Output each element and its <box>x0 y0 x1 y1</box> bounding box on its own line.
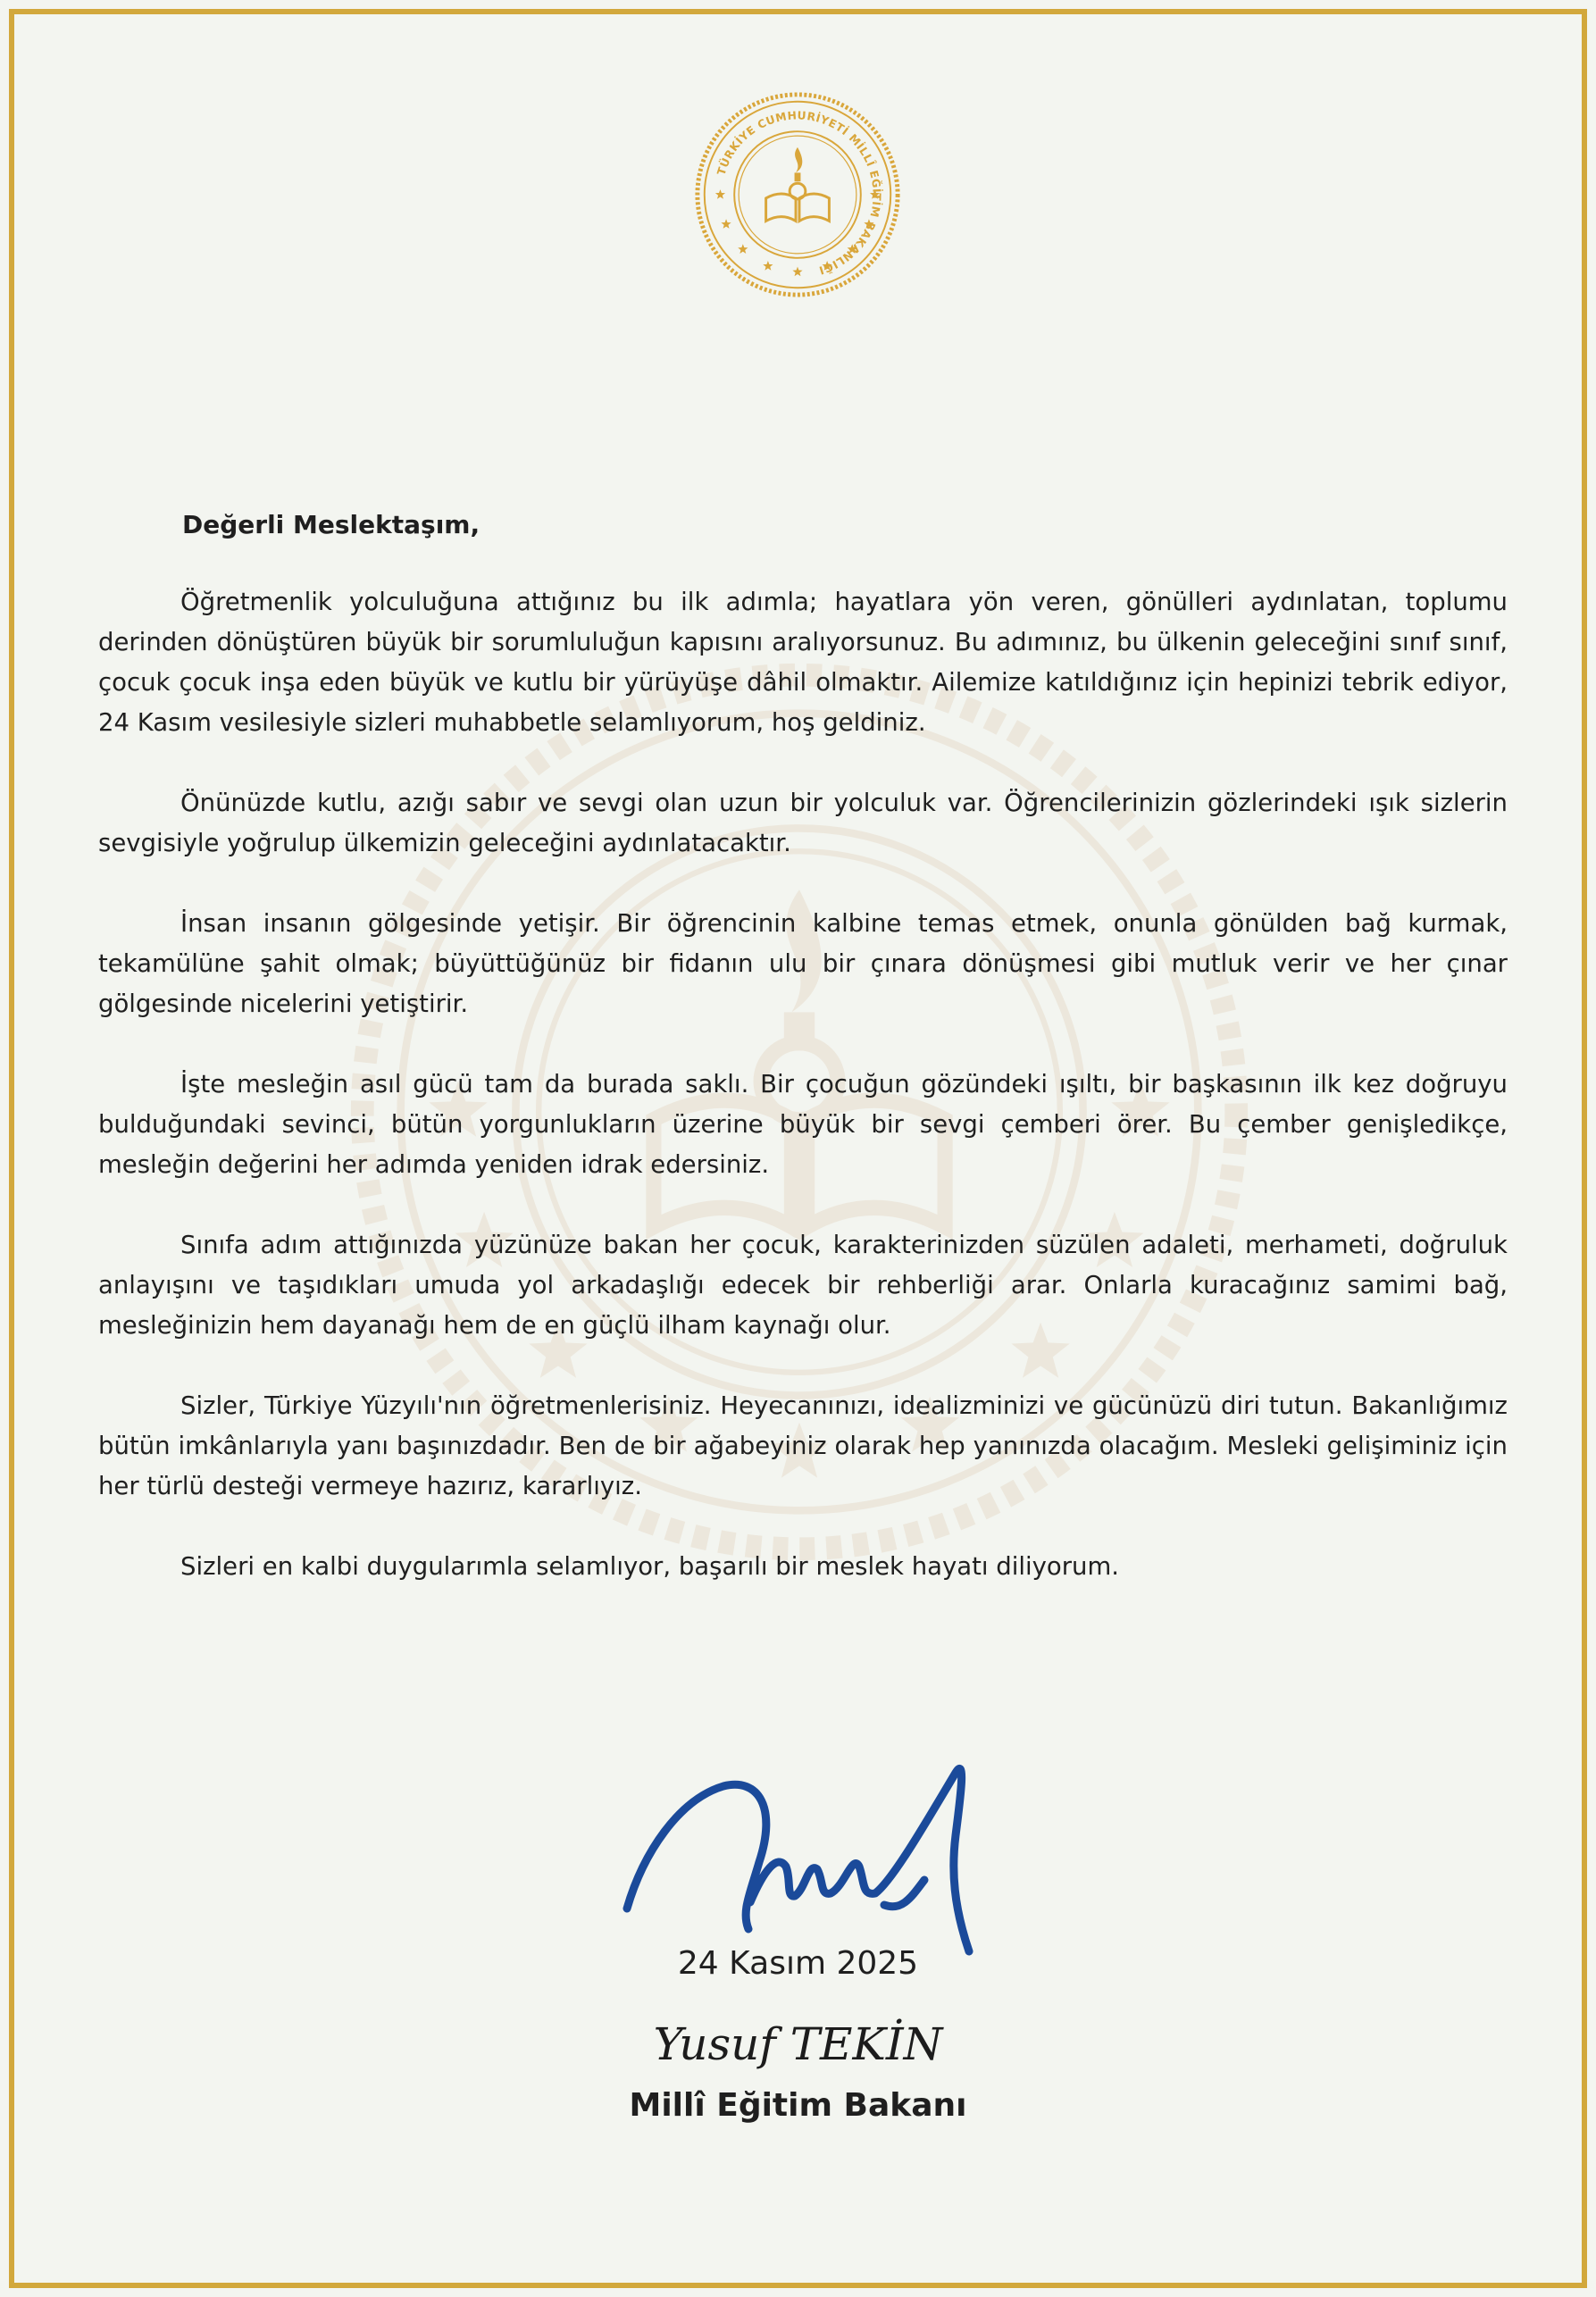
seal-star-icon <box>715 189 725 199</box>
handwritten-signature-icon <box>616 1746 991 1960</box>
paragraph-5: Sınıfa adım attığınızda yüzünüze bakan her çocuk, karakterinizden süzülen adaleti, merhameti, doğruluk anlayışını ve taşıdıkları umuda yol arkadaşlığı edecek bir rehberliği arar. Onlarla kuracağınız samimi bağ, mesleğinizin hem dayanağı hem de en güçlü ilham kaynağı olur. <box>98 1231 1508 1340</box>
salutation: Değerli Meslektaşım, <box>182 510 480 539</box>
svg-text:TÜRKİYE CUMHURİYETİ MİLLÎ EĞİT <box>714 109 883 277</box>
seal-star-icon <box>738 244 748 254</box>
signer-name: Yusuf TEKİN <box>653 2018 943 2070</box>
seal-star-icon <box>721 219 731 229</box>
letter-date: 24 Kasım 2025 <box>677 1945 919 1982</box>
paragraph-6: Sizler, Türkiye Yüzyılı'nın öğretmenlerisiniz. Heyecanınızı, idealizminizi ve gücünüzü diri tutun. Bakanlığımız bütün imkânlarıyla yanı başınızdadır. Ben de bir ağabeyiniz olarak hep yanınızda olacağım. Mesleki gelişiminiz için her türlü desteği vermeye hazırız, kararlıyız. <box>98 1391 1508 1500</box>
seal-ring-text: TÜRKİYE CUMHURİYETİ MİLLÎ EĞİTİM BAKANLIĞI <box>714 109 883 277</box>
seal-star-icon <box>763 261 773 271</box>
signer-title: Millî Eğitim Bakanı <box>629 2087 967 2124</box>
paragraph-3: İnsan insanın gölgesinde yetişir. Bir öğrencinin kalbine temas etmek, onunla gönülden bağ kurmak, tekamülüne şahit olmak; büyüttüğünüz bir fidanın ulu bir çınara dönüşmesi gibi mutluk verir ve her çınar gölgesinde nicelerini yetiştirir. <box>98 909 1508 1018</box>
paragraph-2: Önünüzde kutlu, azığı sabır ve sevgi olan uzun bir yolculuk var. Öğrencilerinizin gözlerindeki ışık sizlerin sevgisiyle yoğrulup ülkemizin geleceğini aydınlatacaktır. <box>98 789 1508 857</box>
paragraph-4: İşte mesleğin asıl gücü tam da burada saklı. Bir çocuğun gözündeki ışıltı, bir başkasının ilk kez doğruyu bulduğundaki sevinci, bütün yorgunlukların üzerine büyük bir sevgi çemberi örer. Bu çember genişledikçe, mesleğin değerini her adımda yeniden idrak edersiniz. <box>98 1070 1508 1179</box>
letter-body <box>98 505 1508 1627</box>
seal-star-icon <box>792 267 802 277</box>
paragraph-1: Öğretmenlik yolculuğuna attığınız bu ilk adımla; hayatlara yön veren, gönülleri aydınlatan, toplumu derinden dönüştüren büyük bir sorumluluğun kapısını aralıyorsunuz. Bu adımınız, bu ülkenin geleceğini sınıf sınıf, çocuk çocuk inşa eden büyük ve kutlu bir yürüyüşe dâhil olmaktır. Ailemize katıldığınız için hepinizi tebrik ediyor, 24 Kasım vesilesiyle sizleri muhabbetle selamlıyorum, hoş geldiniz. <box>98 588 1508 737</box>
ministry-seal-icon <box>692 89 903 300</box>
paragraph-7: Sizleri en kalbi duygularımla selamlıyor, başarılı bir meslek hayatı diliyorum. <box>180 1552 1120 1581</box>
